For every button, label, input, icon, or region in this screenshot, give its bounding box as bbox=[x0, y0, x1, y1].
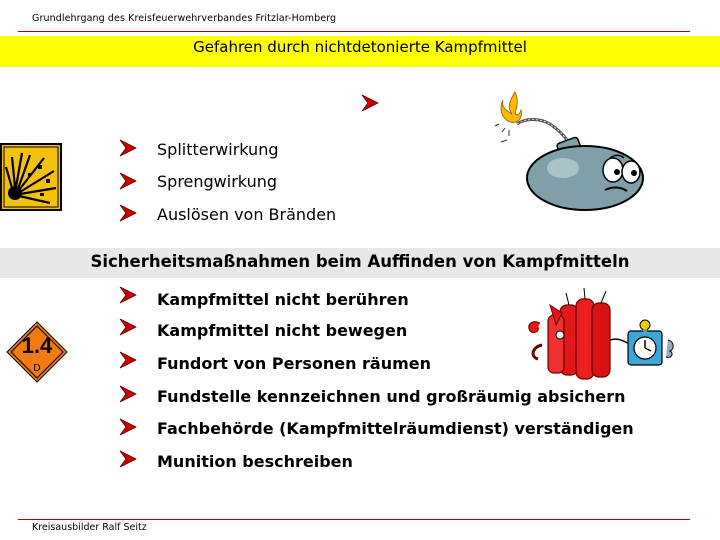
measure-item-touch: Kampfmittel nicht berühren bbox=[157, 290, 409, 309]
chevron-arrow-icon bbox=[119, 286, 137, 304]
footer-divider bbox=[18, 519, 690, 520]
chevron-arrow-icon bbox=[119, 172, 137, 190]
header-divider bbox=[18, 31, 690, 32]
measure-item-move: Kampfmittel nicht bewegen bbox=[157, 321, 408, 340]
measure-item-describe: Munition beschreiben bbox=[157, 452, 353, 471]
orange-explosive-placard-icon bbox=[6, 321, 68, 383]
cartoon-bomb-icon bbox=[485, 88, 670, 213]
hazard-item-brand: Auslösen von Bränden bbox=[157, 205, 337, 224]
explosive-hazard-sign-icon bbox=[0, 143, 62, 211]
measure-item-evacuate: Fundort von Personen räumen bbox=[157, 354, 432, 373]
chevron-arrow-icon bbox=[119, 351, 137, 369]
page-title: Gefahren durch nichtdetonierte Kampfmittel bbox=[193, 38, 527, 56]
chevron-arrow-icon bbox=[361, 94, 379, 112]
chevron-arrow-icon bbox=[119, 139, 137, 157]
chevron-arrow-icon bbox=[119, 385, 137, 403]
header-text: Grundlehrgang des Kreisfeuerwehrverbandes Fritzlar-Homberg bbox=[32, 13, 337, 24]
hazard-item-splitter: Splitterwirkung bbox=[157, 140, 279, 159]
measure-item-secure: Fundstelle kennzeichnen und großräumig absichern bbox=[157, 387, 626, 406]
chevron-arrow-icon bbox=[119, 318, 137, 336]
chevron-arrow-icon bbox=[119, 418, 137, 436]
chevron-arrow-icon bbox=[119, 204, 137, 222]
section-title: Sicherheitsmaßnahmen beim Auffinden von Kampfmitteln bbox=[90, 252, 630, 271]
placard-division: 1.4 bbox=[21, 333, 53, 358]
hazard-item-spreng: Sprengwirkung bbox=[157, 172, 277, 191]
measure-item-notify: Fachbehörde (Kampfmittelräumdienst) verständigen bbox=[157, 419, 634, 438]
dynamite-timer-icon bbox=[520, 285, 680, 390]
placard-group: D bbox=[33, 363, 41, 374]
chevron-arrow-icon bbox=[119, 450, 137, 468]
footer-text: Kreisausbilder Ralf Seitz bbox=[32, 522, 147, 533]
